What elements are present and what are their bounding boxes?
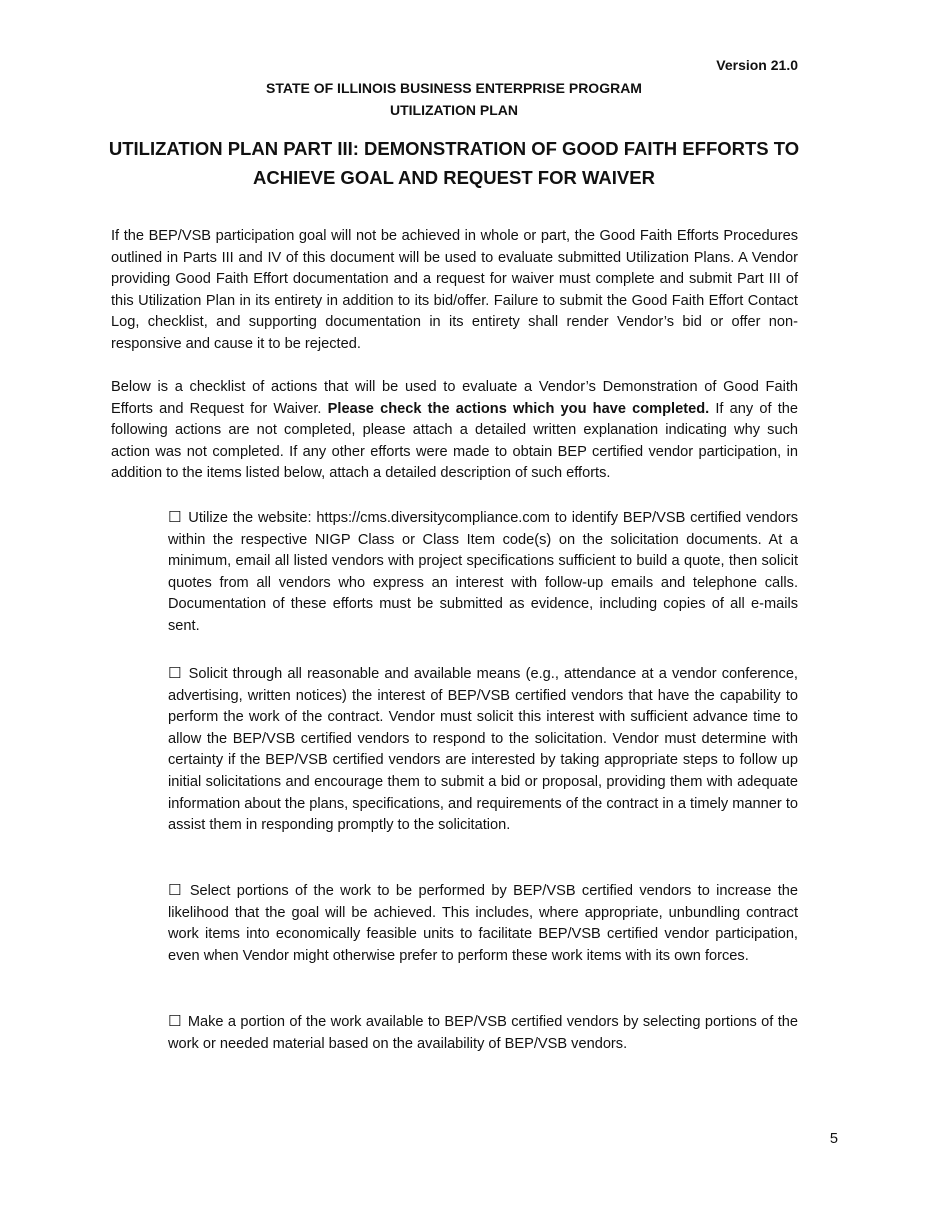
instructions-text-start: Below is a checklist of actions that will be used to evaluate a Vendor’s Demonstration of Good Faith Efforts and Request for Waiver. bbox=[111, 379, 798, 417]
page-number: 5 bbox=[829, 1131, 838, 1147]
document-header bbox=[0, 77, 908, 121]
checklist-item-solicit-means bbox=[168, 663, 798, 837]
checkbox[interactable]: ☐ bbox=[168, 881, 182, 899]
header-program-name: STATE OF ILLINOIS BUSINESS ENTERPRISE PROGRAM bbox=[266, 80, 642, 96]
instructions-bold-text: Please check the actions which you have completed. bbox=[327, 400, 710, 417]
checklist-item-select-portions bbox=[168, 880, 798, 967]
checklist-instructions-paragraph bbox=[111, 377, 798, 485]
checkbox[interactable]: ☐ bbox=[168, 664, 182, 682]
version-label: Version 21.0 bbox=[716, 57, 798, 73]
checkbox[interactable]: ☐ bbox=[168, 1012, 182, 1030]
page-title: UTILIZATION PLAN PART III: DEMONSTRATION OF GOOD FAITH EFFORTS TO ACHIEVE GOAL AND REQUEST FOR WAIVER bbox=[108, 138, 800, 188]
intro-paragraph: If the BEP/VSB participation goal will not be achieved in whole or part, the Good Faith Efforts Procedures outlined in Parts III and IV of this document will be used to evaluate submitted Utilization Plans. A Vendor providing Good Faith Effort documentation and a request for waiver must complete and submit Part III of this Utilization Plan in its entirety in addition to its bid/offer. Failure to submit the Good Faith Effort Contact Log, checklist, and supporting documentation in its entirety shall render Vendor’s bid or offer non-responsive and cause it to be rejected. bbox=[111, 228, 798, 352]
checkbox[interactable]: ☐ bbox=[168, 508, 182, 526]
checklist-item-text: Select portions of the work to be performed by BEP/VSB certified vendors to increase the likelihood that the goal will be achieved. This includes, where appropriate, unbundling contract work items into economically feasible units to facilitate BEP/VSB certified vendor participation, even when Vendor might otherwise prefer to perform these work items with its own forces. bbox=[168, 883, 798, 964]
checklist-item-text: Utilize the website: https://cms.diversitycompliance.com to identify BEP/VSB certified vendors within the respective NIGP Class or Class Item code(s) on the solicitation documents. At a minimum, email all listed vendors with project specifications sufficient to build a quote, then solicit quotes from all vendors who express an interest with follow-up emails and telephone calls. Documentation of these efforts must be submitted as evidence, including copies of all e-mails sent. bbox=[168, 510, 798, 634]
instructions-text-end: If any of the following actions are not completed, please attach a detailed written explanation indicating why such action was not completed. If any other efforts were made to obtain BEP certified vendor participation, in addition to the items listed below, attach a detailed description of such efforts. bbox=[111, 400, 798, 482]
checklist-item-text: Make a portion of the work available to BEP/VSB certified vendors by selecting portions of the work or needed material based on the availability of BEP/VSB vendors. bbox=[168, 1014, 798, 1052]
checklist-item-make-portion-available bbox=[168, 1011, 798, 1055]
checklist-item-utilize-website bbox=[168, 507, 798, 638]
checklist-item-text: Solicit through all reasonable and available means (e.g., attendance at a vendor conference, advertising, written notices) the interest of BEP/VSB certified vendors that have the capability to perform the work of the contract. Vendor must solicit this interest with sufficient advance time to allow the BEP/VSB certified vendors to respond to the solicitation. Vendor must determine with certainty if the BEP/VSB certified vendors are interested by taking appropriate steps to follow up initial solicitations and encourage them to submit a bid or proposal, providing them with adequate information about the plans, specifications, and requirements of the contract in a timely manner to assist them in responding promptly to the solicitation. bbox=[168, 666, 798, 834]
header-plan-name: UTILIZATION PLAN bbox=[389, 102, 519, 118]
